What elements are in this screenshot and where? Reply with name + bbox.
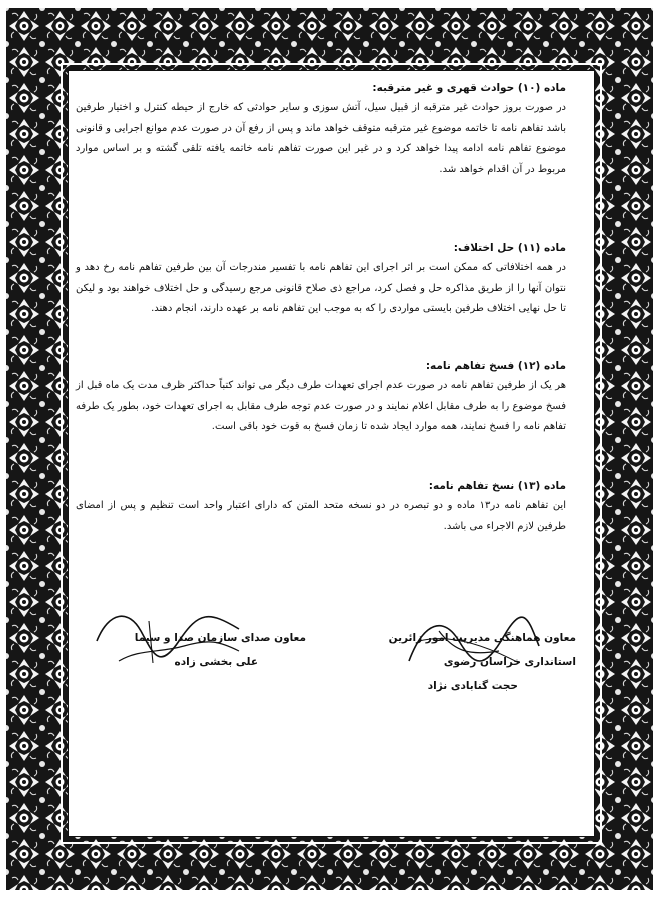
signatory-name: حجت گنابادی نژاد (427, 680, 518, 692)
article-text: در همه اختلافاتی که ممکن است بر اثر اجرای این تفاهم نامه با تفسیر مندرجات آن بین طرفین تفاهم نامه رخ دهد و نتوان آنها را از طریق مذاکره حل و فصل کرد، مراجع ذی صلاح قانونی مرجع رسیدگی و حل اختلاف خواهند بود و لیکن تا حل نهایی اختلاف طرفین بایستی مواردی را که به موجب این تفاهم نامه بر عهده دارند، انجام دهند. (76, 262, 566, 314)
article-11 (76, 241, 566, 320)
article-12 (76, 359, 566, 438)
signature-scribble-right (399, 601, 549, 681)
article-text: این تفاهم نامه در١٣ ماده و دو تبصره در دو نسخه متحد المتن که دارای اعتبار واحد است تنظیم و پس از امضای طرفین لازم الاجراء می باشد. (76, 500, 566, 532)
ornamental-border (6, 8, 653, 890)
article-text: در صورت بروز حوادث غیر مترقبه از قبیل سیل، آتش سوزی و سایر حوادثی که خارج از حیطه کنترل و اختیار طرفین باشد تفاهم نامه تا خاتمه موضوع غیر مترقبه متوقف خواهد ماند و پس از رفع آن در صورت عدم موانع اجرایی و قانونی موضوع تفاهم نامه ادامه پیدا خواهد کرد و در غیر این صورت تفاهم نامه خاتمه یافته تلقی گشته و بر اساس موارد مربوط در آن اقدام خواهد شد. (76, 102, 566, 175)
article-10 (76, 81, 566, 180)
article-13 (76, 479, 566, 537)
article-heading: ماده (١٣) نسخ تفاهم نامه: (428, 480, 566, 492)
document-body (68, 70, 595, 837)
signatory-organization: استانداری خراسان رضوی (443, 656, 576, 668)
article-heading: ماده (١١) حل اختلاف: (453, 242, 566, 254)
article-heading: ماده (١٢) فسخ تفاهم نامه: (425, 360, 566, 372)
signatory-title: معاون صدای سازمان صدا و سیما (134, 632, 306, 644)
signature-scribble-left (89, 601, 249, 681)
signatory-title: معاون هماهنگی مدیریت امور زائرین (388, 632, 576, 644)
article-text: هر یک از طرفین تفاهم نامه در صورت عدم اجرای تعهدات طرف دیگر می تواند کتباً حداکثر ظرف مدت یک ماه قبل از فسخ موضوع را به طرف مقابل اعلام نمایند و در صورت عدم توجه طرف مقابل به اجرای تعهدات خود، بطور یک طرفه تفاهم نامه را فسخ نمایند، همه موارد ایجاد شده تا زمان فسخ به قوت خود باقی است. (76, 380, 566, 432)
article-heading: ماده (١٠) حوادث قهری و غیر مترقبه: (372, 82, 566, 94)
signatory-name: علی بخشی زاده (174, 656, 258, 668)
